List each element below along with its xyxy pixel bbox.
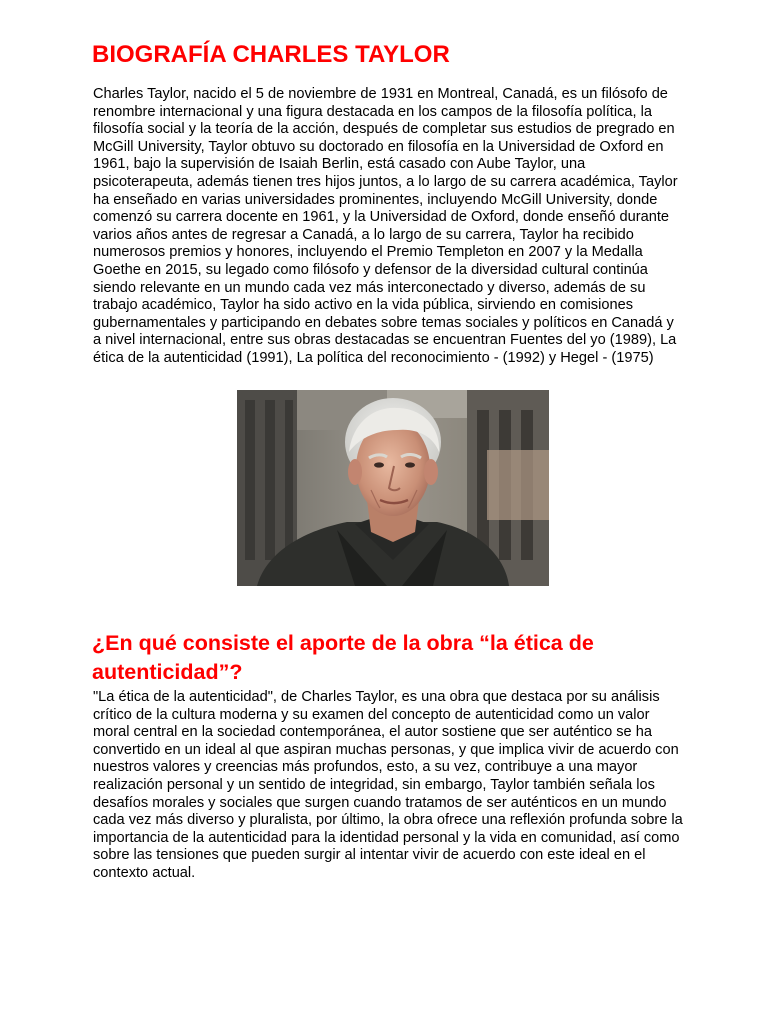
portrait-photo <box>237 390 549 586</box>
work-summary-paragraph: "La ética de la autenticidad", de Charles Taylor, es una obra que destaca por su análisis crítico de la cultura moderna y su examen del concepto de autenticidad como un valor moral central en la sociedad contemporánea, el autor sostiene que ser auténtico se ha convertido en un ideal al que aspiran muchas personas, y que implica vivir de acuerdo con nuestros valores y creencias más profundos, esto, a su vez, contribuye a una mayor realización personal y un sentido de integridad, sin embargo, Taylor también señala los desafíos morales y sociales que surgen cuando tratamos de ser auténticos en un mundo cada vez más diverso y pluralista, por último, la obra ofrece una reflexión profunda sobre la importancia de la autenticidad para la identidad personal y la vida en comunidad, así como sobre las tensiones que pueden surgir al intentar vivir de acuerdo con este ideal en el contexto actual. <box>93 689 683 881</box>
page-title: BIOGRAFÍA CHARLES TAYLOR <box>92 41 450 68</box>
biography-paragraph: Charles Taylor, nacido el 5 de noviembre de 1931 en Montreal, Canadá, es un filósofo de renombre internacional y una figura destacada en los campos de la filosofía política, la filosofía social y la teoría de la acción, después de completar sus estudios de pregrado en McGill University, Taylor obtuvo su doctorado en filosofía en la Universidad de Oxford en 1961, bajo la supervisión de Isaiah Berlin, está casado con Aube Taylor, una psicoterapeuta, además tienen tres hijos juntos, a lo largo de su carrera académica, Taylor ha enseñado en varias universidades prominentes, incluyendo McGill University, donde comenzó su carrera docente en 1961, y la Universidad de Oxford, donde enseñó durante varios años antes de regresar a Canadá, a lo largo de su carrera, Taylor ha recibido numerosos premios y honores, incluyendo el Premio Templeton en 2007 y la Medalla Goethe en 2015, su legado como filósofo y defensor de la diversidad cultural continúa siendo relevante en un mundo cada vez más interconectado y diverso, además de su trabajo académico, Taylor ha sido activo en la vida pública, sirviendo en comisiones gubernamentales y participando en debates sobre temas sociales y políticos en Canadá y a nivel internacional, entre sus obras destacadas se encuentran Fuentes del yo (1989), La ética de la autenticidad (1991), La política del reconocimiento - (1992) y Hegel - (1975) <box>93 86 678 366</box>
section-heading: ¿En qué consiste el aporte de la obra “la ética de autenticidad”? <box>92 631 594 684</box>
